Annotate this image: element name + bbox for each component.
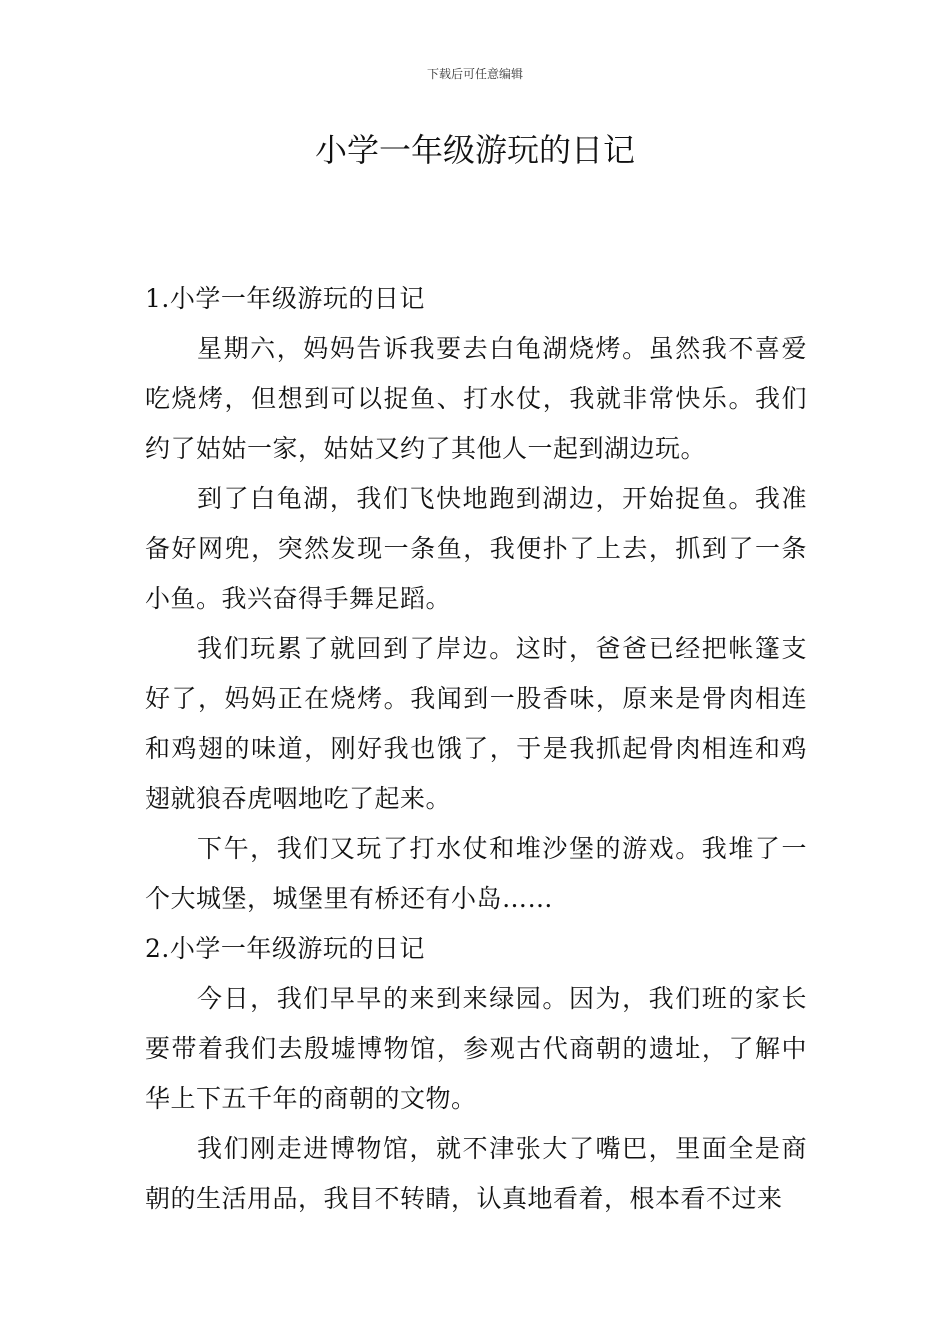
paragraph: 星期六，妈妈告诉我要去白龟湖烧烤。虽然我不喜爱吃烧烤，但想到可以捉鱼、打水仗，我就非常快乐。我们约了姑姑一家，姑姑又约了其他人一起到湖边玩。 xyxy=(145,334,807,463)
paragraph: 我们玩累了就回到了岸边。这时，爸爸已经把帐篷支好了，妈妈正在烧烤。我闻到一股香味，原来是骨肉相连和鸡翅的味道，刚好我也饿了，于是我抓起骨肉相连和鸡翅就狼吞虎咽地吃了起来。 xyxy=(145,634,807,813)
section-heading-1: 1.小学一年级游玩的日记 xyxy=(145,284,425,313)
section-heading-2: 2.小学一年级游玩的日记 xyxy=(145,934,425,963)
paragraph: 下午，我们又玩了打水仗和堆沙堡的游戏。我堆了一个大城堡，城堡里有桥还有小岛…… xyxy=(145,834,807,913)
header-note: 下载后可任意编辑 xyxy=(426,67,523,81)
paragraph: 到了白龟湖，我们飞快地跑到湖边，开始捉鱼。我准备好网兜，突然发现一条鱼，我便扑了上去，抓到了一条小鱼。我兴奋得手舞足蹈。 xyxy=(145,484,807,613)
document-title: 小学一年级游玩的日记 xyxy=(314,131,635,169)
paragraph: 今日，我们早早的来到来绿园。因为，我们班的家长要带着我们去殷墟博物馆，参观古代商朝的遗址，了解中华上下五千年的商朝的文物。 xyxy=(145,984,807,1113)
paragraph: 我们刚走进博物馆，就不津张大了嘴巴，里面全是商朝的生活用品，我目不转睛，认真地看着，根本看不过来 xyxy=(145,1134,807,1213)
document-body xyxy=(145,274,807,1224)
